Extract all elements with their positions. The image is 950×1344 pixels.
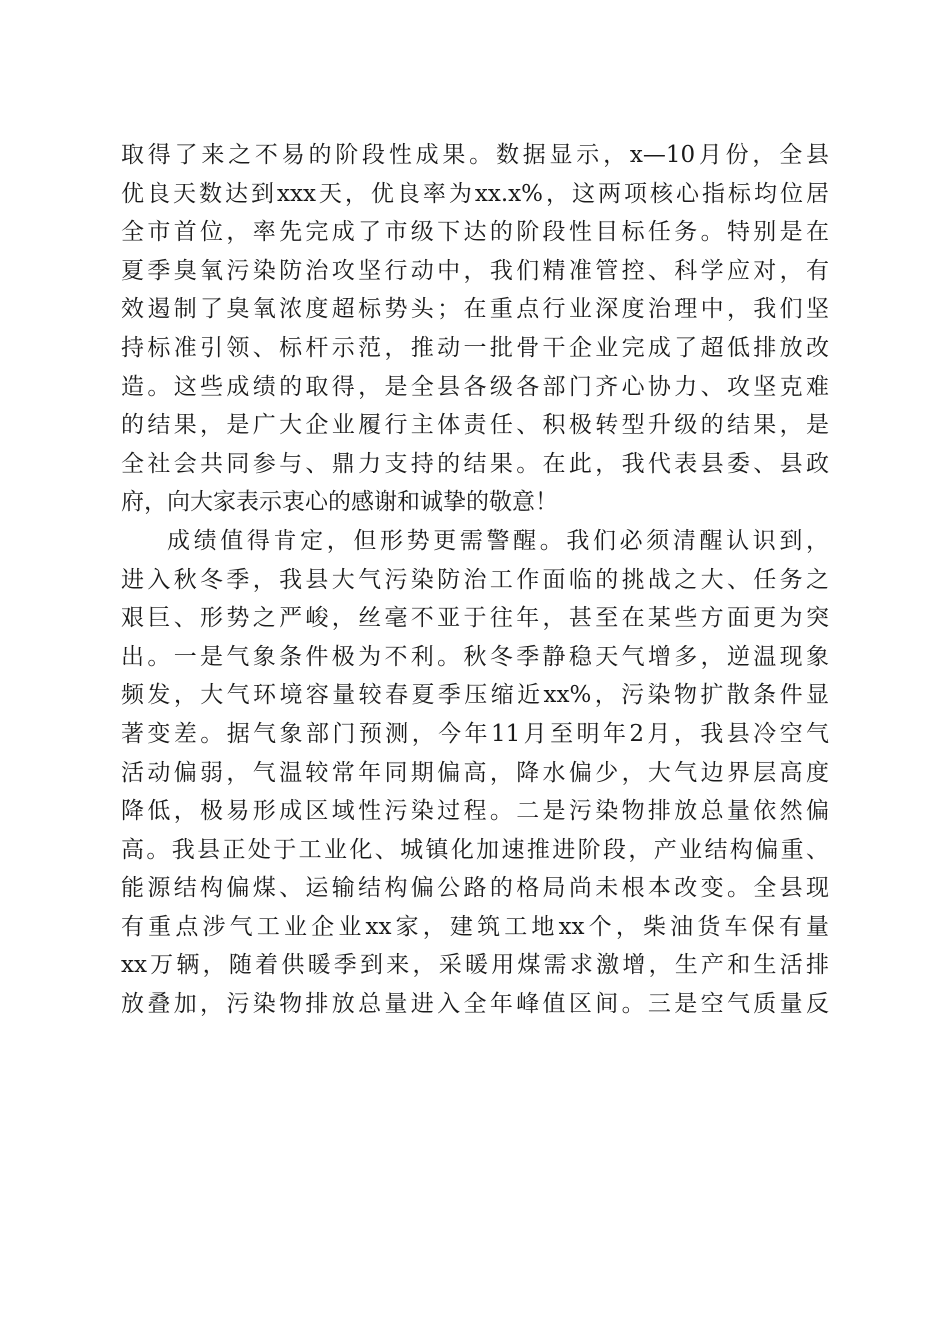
text-line: 进入秋冬季，我县大气污染防治工作面临的挑战之大、任务之 [121, 566, 829, 593]
text-line: 放叠加，污染物排放总量进入全年峰值区间。三是空气质量反 [121, 991, 829, 1018]
text-line-paragraph-start: 成绩值得肯定，但形势更需警醒。我们必须清醒认识到， [167, 527, 829, 554]
text-line: 全社会共同参与、鼎力支持的结果。在此，我代表县委、县政 [121, 450, 829, 477]
text-line: 持标准引领、标杆示范，推动一批骨干企业完成了超低排放改 [121, 334, 829, 361]
text-line: xx万辆，随着供暖季到来，采暖用煤需求激增，生产和生活排 [121, 952, 829, 979]
text-line: 造。这些成绩的取得，是全县各级各部门齐心协力、攻坚克难 [121, 373, 829, 400]
text-line: 的结果，是广大企业履行主体责任、积极转型升级的结果，是 [121, 412, 829, 439]
text-line: 能源结构偏煤、运输结构偏公路的格局尚未根本改变。全县现 [121, 875, 829, 902]
text-line-paragraph-end: 府，向大家表示衷心的感谢和诚挚的敬意！ [121, 489, 558, 516]
text-line: 取得了来之不易的阶段性成果。数据显示，x—10月份，全县 [121, 142, 829, 168]
text-line: 有重点涉气工业企业xx家，建筑工地xx个，柴油货车保有量 [121, 913, 829, 940]
text-line: 降低，极易形成区域性污染过程。二是污染物排放总量依然偏 [121, 798, 829, 825]
body-text [121, 136, 829, 1024]
text-line: 高。我县正处于工业化、城镇化加速推进阶段，产业结构偏重、 [121, 836, 829, 863]
text-line: 频发，大气环境容量较春夏季压缩近xx%，污染物扩散条件显 [121, 682, 829, 709]
text-line: 著变差。据气象部门预测，今年11月至明年2月，我县冷空气 [121, 720, 829, 747]
text-line: 优良天数达到xxx天，优良率为xx.x%，这两项核心指标均位居 [121, 180, 829, 207]
text-line: 夏季臭氧污染防治攻坚行动中，我们精准管控、科学应对，有 [121, 257, 829, 284]
text-line: 活动偏弱，气温较常年同期偏高，降水偏少，大气边界层高度 [121, 759, 829, 786]
text-line: 出。一是气象条件极为不利。秋冬季静稳天气增多，逆温现象 [121, 643, 829, 670]
text-line: 艰巨、形势之严峻，丝毫不亚于往年，甚至在某些方面更为突 [121, 605, 829, 632]
text-line: 全市首位，率先完成了市级下达的阶段性目标任务。特别是在 [121, 219, 829, 246]
text-line: 效遏制了臭氧浓度超标势头；在重点行业深度治理中，我们坚 [121, 296, 829, 323]
